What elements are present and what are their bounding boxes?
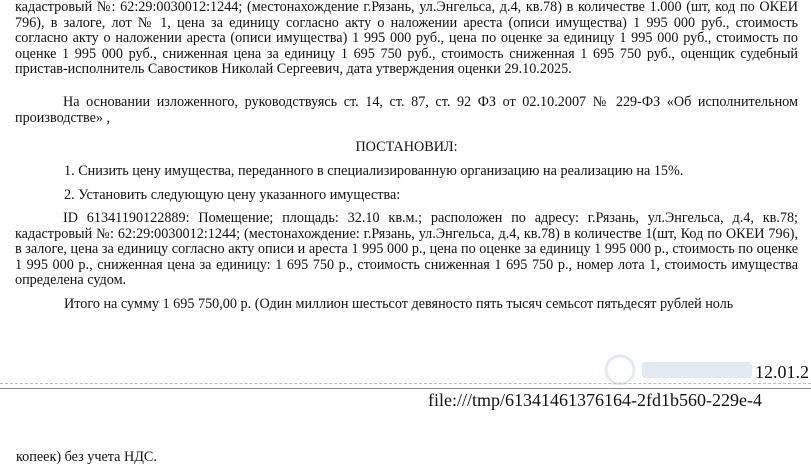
resolution-heading: ПОСТАНОВИЛ: (355, 139, 458, 155)
property-description-paragraph: кадастровый №: 62:29:0030012:1244; (местонахождение г.Рязань, ул.Энгельса, д.4, кв.78) в количестве 1.000 (шт, код по ОКЕИ 796), в залоге, лот № 1, цена за единицу согласно акту о наложении ареста (описи имущества) 1 995 000 руб., стоимость согласно акту о наложении ареста (описи имущества) 1 995 000 руб., цена по оценке за единицу 1 995 000 руб., стоимость по оценке 1 995 000 руб., сниженная цена за единицу 1 695 750 руб., стоимость сниженная 1 695 750 руб., оценщик судебный пристав-исполнитель Савостиков Николай Сергеевич, дата утверждения оценки 29.10.2025. (15, 0, 798, 78)
page-break-divider (0, 383, 811, 384)
new-price-paragraph: ID 61341190122889: Помещение; площадь: 32.10 кв.м.; расположен по адресу: г.Рязань, ул.Энгельса, д.4, кв.78; кадастровый №: 62:29:0030012:1244; (местонахождение: г.Рязань, ул.Энгельса, д.4, кв.78) в количестве 1(шт, Код по ОКЕИ 796), в залоге, цена за единицу согласно акту описи и ареста 1 995 000 р., цена по оценке за единицу 1 995 000 р., стоимость по оценке 1 995 000 р., сниженная цена за единицу: 1 695 750 р., стоимость сниженная 1 695 750 р., номер лота 1, стоимость имущества определена судом. (15, 210, 798, 289)
print-date: 12.01.2 (755, 362, 809, 382)
file-path-footer: file:///tmp/61341461376164-2fd1b560-229e-4 (428, 390, 762, 410)
resolution-item-2: 2. Установить следующую цену указанного имущества: (64, 187, 401, 203)
watermark-logo-icon (600, 350, 760, 390)
continuation-text: копеек) без учета НДС. (16, 449, 157, 465)
total-sum-line: Итого на сумму 1 695 750,00 р. (Один миллион шестьсот девяносто пять тысяч семьсот пятьдесят рублей ноль (64, 296, 734, 312)
resolution-item-1: 1. Снизить цену имущества, переданного в специализированную организацию на реализацию на 15%. (64, 163, 684, 179)
legal-basis-paragraph: На основании изложенного, руководствуясь ст. 14, ст. 87, ст. 92 ФЗ от 02.10.2007 № 229-ФЗ «Об исполнительном производстве» , (15, 94, 798, 126)
